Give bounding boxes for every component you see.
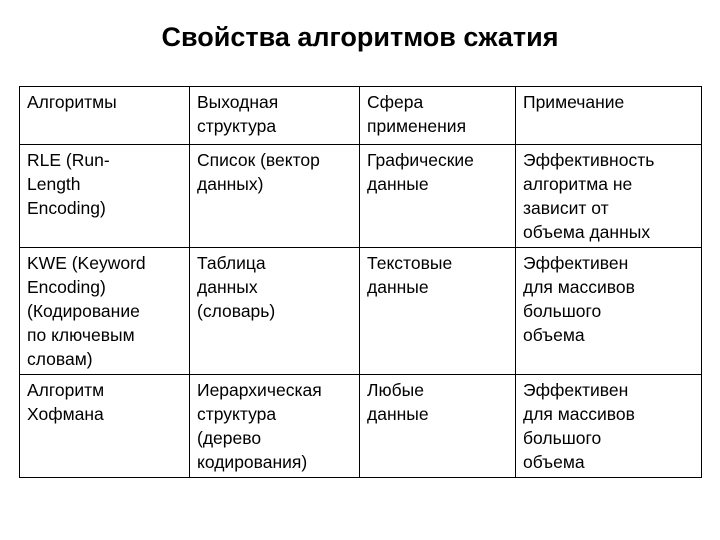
- table-row: [20, 248, 702, 375]
- table-cell-output-structure: Иерархическая структура (дерево кодирования): [190, 375, 360, 478]
- table-cell-output-structure: Список (вектор данных): [190, 145, 360, 248]
- table-cell-application-area: Текстовые данные: [360, 248, 516, 375]
- table-cell-application-area: Графические данные: [360, 145, 516, 248]
- header-cell-note: Примечание: [516, 87, 702, 145]
- algorithms-properties-table: [19, 86, 702, 478]
- table-cell-algorithm: RLE (Run- Length Encoding): [20, 145, 190, 248]
- table-cell-note: Эффективность алгоритма не зависит от объема данных: [516, 145, 702, 248]
- table-cell-note: Эффективен для массивов большого объема: [516, 248, 702, 375]
- table-cell-algorithm: Алгоритм Хофмана: [20, 375, 190, 478]
- table-cell-algorithm: KWE (Keyword Encoding) (Кодирование по ключевым словам): [20, 248, 190, 375]
- header-cell-output-structure: Выходная структура: [190, 87, 360, 145]
- header-cell-algorithms: Алгоритмы: [20, 87, 190, 145]
- table-row: [20, 145, 702, 248]
- table-cell-note: Эффективен для массивов большого объема: [516, 375, 702, 478]
- table-cell-output-structure: Таблица данных (словарь): [190, 248, 360, 375]
- table-cell-application-area: Любые данные: [360, 375, 516, 478]
- page-title: Свойства алгоритмов сжатия: [161, 22, 559, 52]
- table-header-row: [20, 87, 702, 145]
- table-row: [20, 375, 702, 478]
- header-cell-application-area: Сфера применения: [360, 87, 516, 145]
